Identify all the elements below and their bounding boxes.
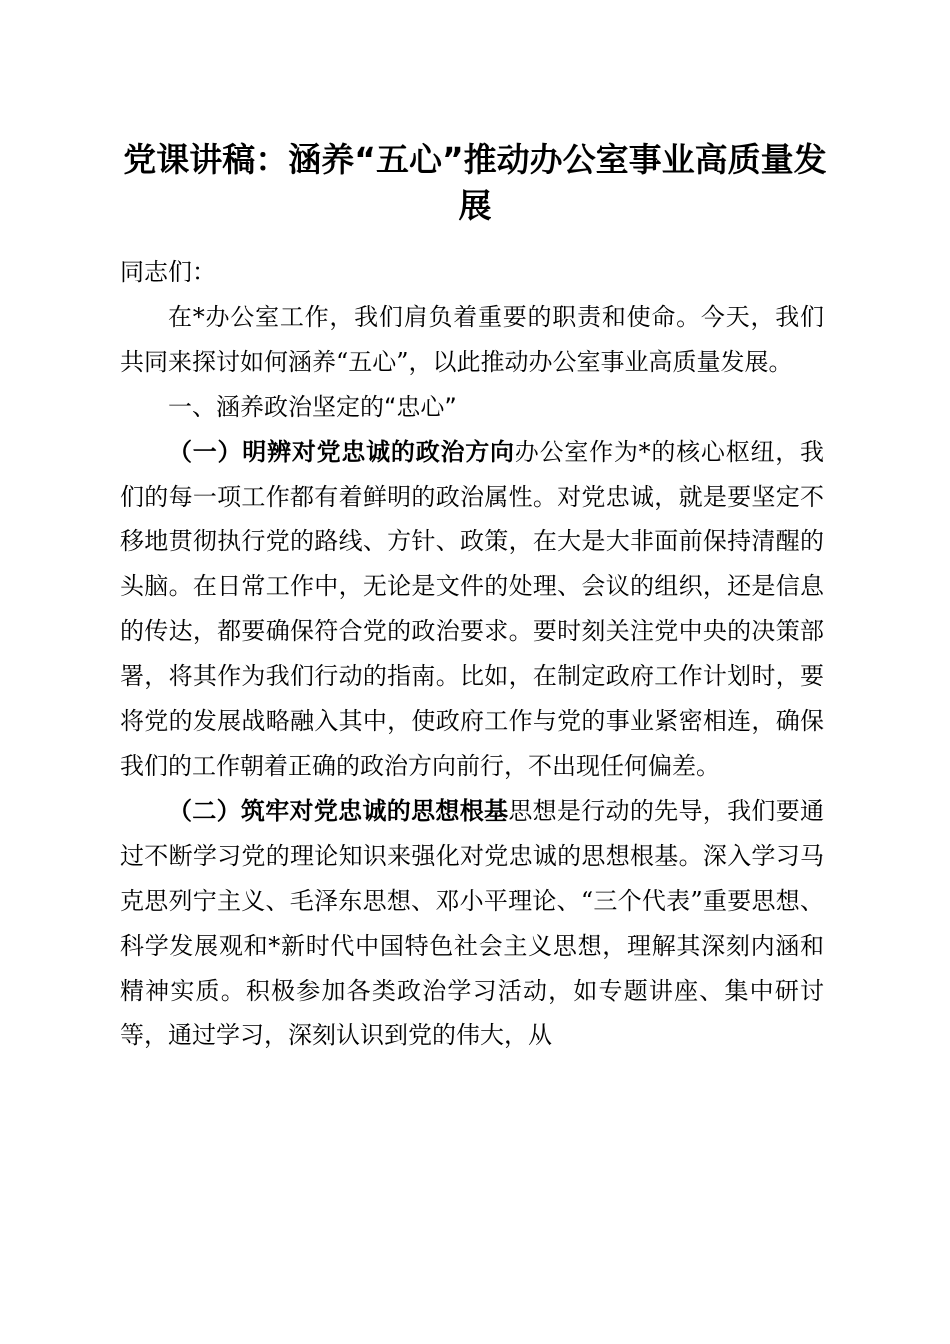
- subsection-paragraph-1: [120, 430, 824, 789]
- subsection-label-2: （二）筑牢对党忠诚的思想根基: [168, 795, 509, 825]
- subsection-text-1: 办公室作为*的核心枢纽，我们的每一项工作都有着鲜明的政治属性。对党忠诚，就是要坚定不移地贯彻执行党的路线、方针、政策，在大是大非面前保持清醒的头脑。在日常工作中，无论是文件的处理、会议的组织，还是信息的传达，都要确保符合党的政治要求。要时刻关注党中央的决策部署，将其作为我们行动的指南。比如，在制定政府工作计划时，要将党的发展战略融入其中，使政府工作与党的事业紧密相连，确保我们的工作朝着正确的政治方向前行，不出现任何偏差。: [120, 437, 825, 780]
- document-body: [120, 250, 824, 1058]
- section-heading: 一、涵养政治坚定的“忠心”: [168, 392, 457, 421]
- subsection-text-2: 思想是行动的先导，我们要通过不断学习党的理论知识来强化对党忠诚的思想根基。深入学习马克思列宁主义、毛泽东思想、邓小平理论、“三个代表”重要思想、科学发展观和*新时代中国特色社会主义思想，理解其深刻内涵和精神实质。积极参加各类政治学习活动，如专题讲座、集中研讨等，通过学习，深刻认识到党的伟大，从: [120, 796, 825, 1050]
- document-title: 党课讲稿：涵养“五心”推动办公室事业高质量发展: [123, 140, 827, 225]
- subsection-paragraph-2: [120, 789, 824, 1058]
- subsection-label-1: （一）明辨对党忠诚的政治方向: [168, 436, 515, 466]
- salutation: 同志们：: [120, 258, 216, 286]
- intro-paragraph: 在*办公室工作，我们肩负着重要的职责和使命。今天，我们共同来探讨如何涵养“五心”，以此推动办公室事业高质量发展。: [120, 302, 824, 376]
